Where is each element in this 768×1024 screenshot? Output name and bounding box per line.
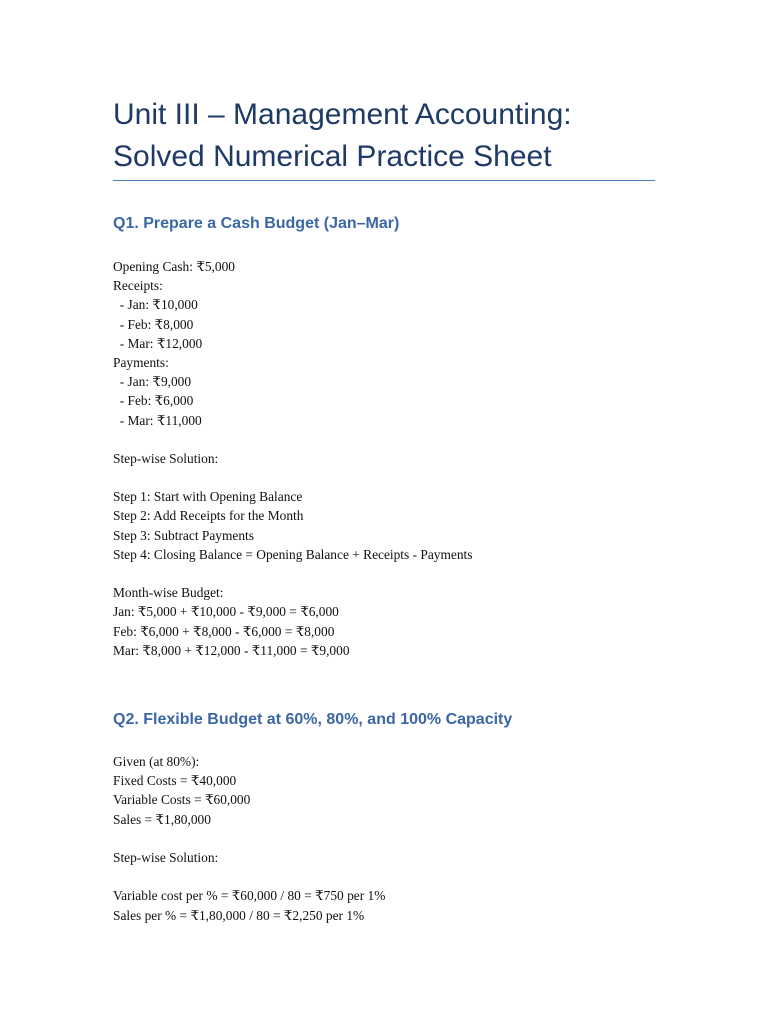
q1-body <box>113 257 673 660</box>
q2-line: Fixed Costs = ₹40,000 <box>113 773 237 789</box>
q2-line: Variable cost per % = ₹60,000 / 80 = ₹750 per 1% <box>113 888 386 904</box>
q1-line <box>113 430 673 449</box>
q1-line: Month-wise Budget: <box>113 585 224 601</box>
q2-line: Sales = ₹1,80,000 <box>113 811 211 827</box>
q1-line: Step 3: Subtract Payments <box>113 527 254 543</box>
q1-line: - Jan: ₹9,000 <box>113 374 192 390</box>
q2-line <box>113 829 673 848</box>
title-line-1: Unit III – Management Accounting: <box>113 98 572 131</box>
q1-line: Opening Cash: ₹5,000 <box>113 259 235 274</box>
q2-body <box>113 752 673 925</box>
q2-line <box>113 867 673 886</box>
document-title <box>113 94 673 178</box>
q1-line: Step 4: Closing Balance = Opening Balance + Receipts - Payments <box>113 546 473 562</box>
q1-line <box>113 468 673 487</box>
q1-line: Step 1: Start with Opening Balance <box>113 489 303 505</box>
q1-line: Payments: <box>113 354 169 370</box>
q1-line: Receipts: <box>113 278 163 294</box>
q1-line: Mar: ₹8,000 + ₹12,000 - ₹11,000 = ₹9,000 <box>113 642 350 658</box>
q2-line: Step-wise Solution: <box>113 849 219 865</box>
q1-line: Step-wise Solution: <box>113 450 219 466</box>
q1-line: - Mar: ₹12,000 <box>113 335 203 351</box>
q2-heading: Q2. Flexible Budget at 60%, 80%, and 100% Capacity <box>113 711 513 728</box>
q1-line: - Jan: ₹10,000 <box>113 297 198 313</box>
q1-line: - Mar: ₹11,000 <box>113 412 202 428</box>
title-underline <box>113 180 655 181</box>
q2-line: Sales per % = ₹1,80,000 / 80 = ₹2,250 per 1% <box>113 907 365 923</box>
q1-line <box>113 564 673 583</box>
q1-line: - Feb: ₹8,000 <box>113 316 194 332</box>
q1-heading: Q1. Prepare a Cash Budget (Jan–Mar) <box>113 215 400 232</box>
title-line-2: Solved Numerical Practice Sheet <box>113 140 552 173</box>
q1-line: Jan: ₹5,000 + ₹10,000 - ₹9,000 = ₹6,000 <box>113 604 339 620</box>
q1-line: - Feb: ₹6,000 <box>113 393 194 409</box>
q1-line: Feb: ₹6,000 + ₹8,000 - ₹6,000 = ₹8,000 <box>113 623 335 639</box>
q1-line: Step 2: Add Receipts for the Month <box>113 508 304 524</box>
q2-line: Variable Costs = ₹60,000 <box>113 792 251 808</box>
q2-line: Given (at 80%): <box>113 754 200 769</box>
